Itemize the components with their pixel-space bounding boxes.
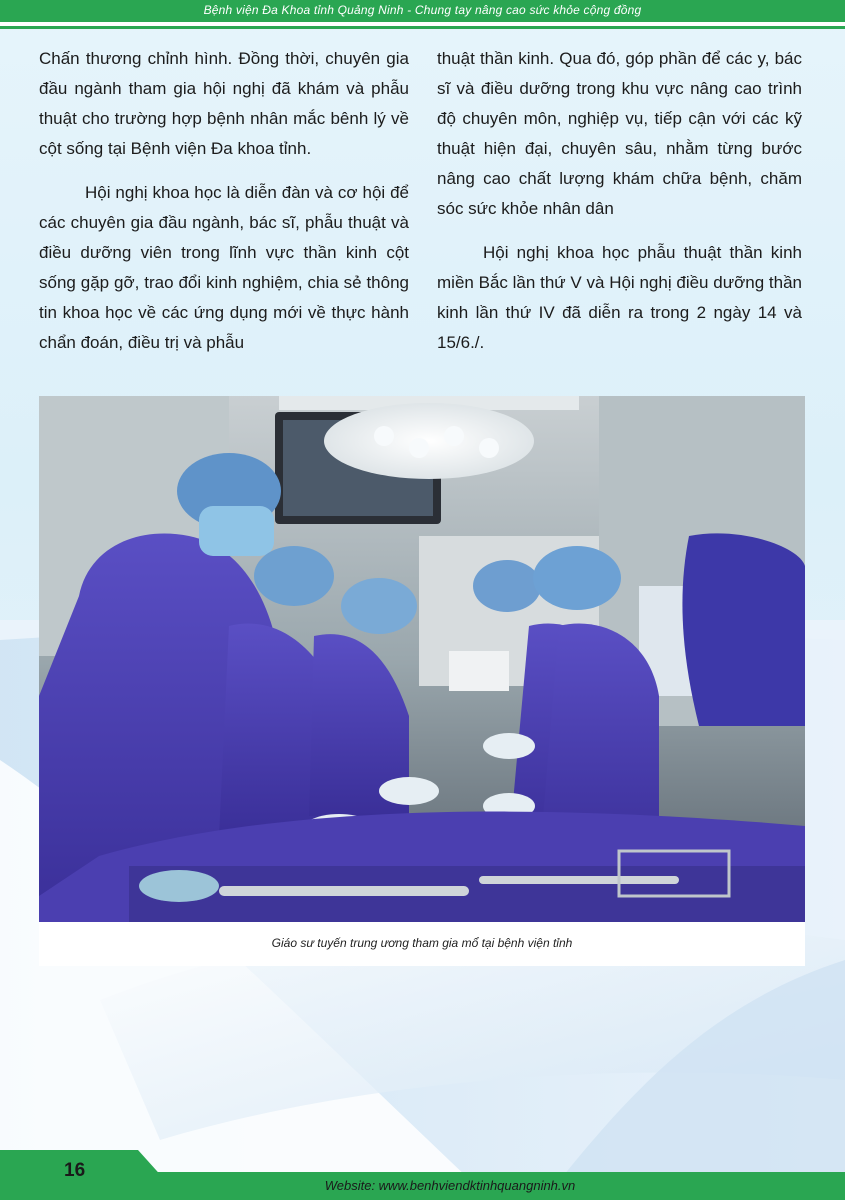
header-tagline: Bệnh viện Đa Khoa tỉnh Quảng Ninh - Chung tay nâng cao sức khỏe cộng đồng [203,3,642,17]
article-right-column [437,44,802,372]
surgery-scene-illustration [39,396,805,922]
header-bar [0,0,845,22]
article-paragraph: Hội nghị khoa học là diễn đàn và cơ hội để các chuyên gia đầu ngành, bác sĩ, phẫu thuật và điều dưỡng viên trong lĩnh vực thần kinh cột sống gặp gỡ, trao đổi kinh nghiệm, chia sẻ thông tin khoa học về các ứng dụng mới về thực hành chẩn đoán, điều trị và phẫu [39,183,409,352]
article-paragraph: Hội nghị khoa học phẫu thuật thần kinh miền Bắc lần thứ V và Hội nghị điều dưỡng thần kinh lần thứ IV đã diễn ra trong 2 ngày 14 và 15/6./. [437,243,802,352]
article-left-column [39,44,409,372]
photo-caption-box [39,922,805,966]
page-number: 16 [64,1160,86,1181]
website-link[interactable]: Website: www.benhviendktinhquangninh.vn [324,1178,576,1193]
article-paragraph: thuật thần kinh. Qua đó, góp phần để các y, bác sĩ và điều dưỡng trong khu vực nâng cao trình độ chuyên môn, nghiệp vụ, tiếp cận với các kỹ thuật hiện đại, chuyên sâu, nhằm từng bước nâng cao chất lượng khám chữa bệnh, chăm sóc sức khỏe nhân dân [437,49,802,218]
article-paragraph: Chấn thương chỉnh hình. Đồng thời, chuyên gia đầu ngành tham gia hội nghị đã khám và phẫu thuật cho trường hợp bệnh nhân mắc bênh lý về cột sống tại Bệnh viện Đa khoa tỉnh. [39,49,409,158]
header-divider-green [0,26,845,29]
photo-caption: Giáo sư tuyến trung ương tham gia mổ tại bệnh viện tỉnh [271,936,573,950]
surgery-photo [39,396,805,922]
